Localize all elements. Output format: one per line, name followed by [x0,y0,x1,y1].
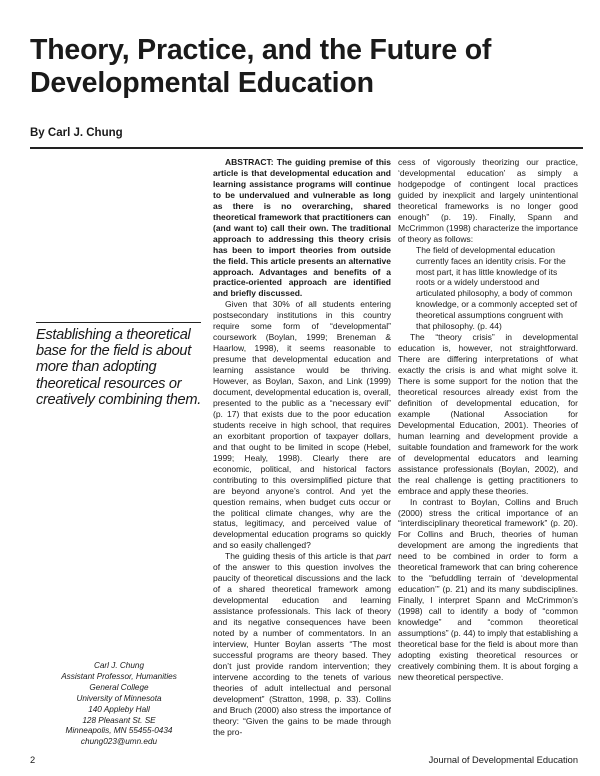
pull-quote: Establishing a theoretical base for the field is about more than adopting theoretical resources or creatively combining them. [36,327,201,408]
text-column-2 [398,157,578,683]
author-city: Minneapolis, MN 55455-0434 [65,726,173,736]
text-column-1 [213,157,391,738]
article-title: Theory, Practice, and the Future of Developmental Education [30,34,492,99]
pull-quote-rule-top [36,322,201,323]
title-divider [30,147,583,149]
block-quote: The field of developmental education currently faces an identity crisis. For the most part, it has little knowledge of its roots or a widely understood and articulated philosophy, a body of common knowledge, or a commonly accepted set of theoretical assumptions congruent with that philosophy. (p. 44) [416,244,578,332]
body-paragraph: cess of vigorously theorizing our practice, ‘developmental education’ as simply a hodgepodge of contingent local practices guided by inexplicit and largely unintentional theoretical frameworks is no longer good enough” (p. 19). Finally, Spann and McCrimmon (1998) characterize the importance of theory as follows: [398,157,578,244]
abstract: ABSTRACT: The guiding premise of this article is that developmental education and learning assistance programs will continue to be undervalued and vulnerable as long as there is no overarching, shared theoretical framework that practitioners can (and want to) call their own. The traditional approach to addressing this theory crisis has been to import theories from outside the field. This article presents an alternative approach. Advantages and benefits of a practice-oriented approach are identified and briefly discussed. [213,157,391,299]
author-title: Assistant Professor, Humanities [61,671,177,681]
body-paragraph: In contrast to Boylan, Collins and Bruch (2000) stress the critical importance of an “interdisciplinary theoretical framework” (p. 20). For Collins and Bruch, theories of human development are among the ingredients that need to be combined in order to form a theoretical framework that can bring coherence to the “befuddling terrain of ‘developmental education’” (p. 21) and its many subdisciplines. Finally, I interpret Spann and McCrimmon’s (1998) call to identify a body of “common knowledge” and “common theoretical assumptions” (p. 44) to imply that establishing a theoretical base for the field is about more than adopting existing theoretical resources or creatively combining them. It is about forging a new theoretical perspective. [398,496,579,682]
body-text: The guiding thesis of this article is that [225,551,377,562]
body-text: of the answer to this question involves the paucity of theoretical discussions and the lack of a shared theoretical framework among developmental education and learning assistance professionals. This lack of theory and its negative consequences have been noted by a number of commentators. In an interview, Hunter Boylan asserts “The most successful programs are theory based. They don’t just provide random intervention; they intervene according to the tenets of various theories of adult intellectual and personal development” (Stratton, 1998, p. 33). Collins and Bruch (2000) also stress the importance of theory: “Given the gains to be made through the pro- [213,562,391,737]
author-email: chung023@umn.edu [80,737,158,747]
body-paragraph: The “theory crisis” in developmental education is, however, not straightforward. There are differing interpretations of what exactly the crisis is and what might solve it. There is some support for the notion that the theoretical resources already exist from the definition of developmental education, for example (National Association for Developmental Education, 2001). Theories of human learning and development provide a suitable foundation and framework for the work of developmental educators and learning assistance professionals (Boylan, 2002), and the real challenge is getting practitioners to embrace and apply these theories. [398,332,578,496]
author-university: University of Minnesota [76,693,162,703]
author-name: Carl J. Chung [93,661,145,670]
page-number: 2 [30,755,36,765]
body-paragraph: Given that 30% of all students entering postsecondary institutions in this country require some form of “developmental” coursework (Boylan, 1999; Breneman & Haarlow, 1998), it seems reasonable to presume that developmental education and learning assistance would be thriving. However, as Boylan, Saxon, and Link (1999) document, developmental education is, overall, presented to the public as a “necessary evil” (p. 17) that exists due to the poor education students receive in high school, that requires an exorbitant proportion of taxpayer dollars, and that ought to be limited in scope (Hebel, 1999; Healy, 1998). Clearly there are economic, political, and historical factors contributing to this oversimplified picture that are beyond anyone’s control. And yet the question remains, when budget cuts occur or the political climate changes, why are the status, legitimacy, and perceived value of developmental education programs so quickly and so easily challenged? [213,299,391,551]
journal-name: Journal of Developmental Education [428,755,578,765]
body-paragraph [213,551,391,737]
emphasis-text: part [376,551,391,562]
author-street: 128 Pleasant St. SE [82,715,156,725]
author-office: 140 Appleby Hall [88,704,150,714]
author-info [36,661,202,748]
byline: By Carl J. Chung [30,127,123,139]
author-college: General College [89,682,149,692]
